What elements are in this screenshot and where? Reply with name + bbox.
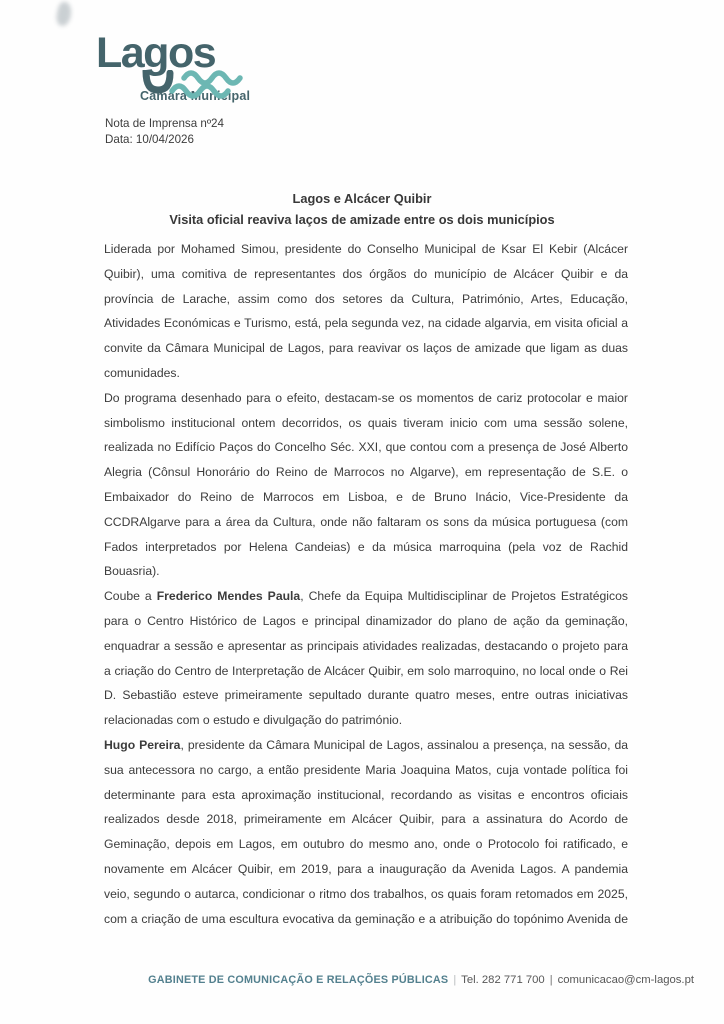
footer-separator-2: | xyxy=(549,974,553,986)
paragraph-text: Liderada por Mohamed Simou, presidente do Conselho Municipal de Ksar El Kebir (Alcácer Quibir), uma comitiva de representantes dos órgãos do município de Alcácer Quibir e da província de Larache, assim como dos setores da Cultura, Património, Artes, Educação, Atividades Económicas e Turismo, está, pela segunda vez, na cidade algarvia, em visita oficial a convite da Câmara Municipal de Lagos, para reavivar os laços de amizade que ligam as duas comunidades. xyxy=(104,242,628,380)
paragraph-text: , Chefe da Equipa Multidisciplinar de Projetos Estratégicos para o Centro Histórico de Lagos e principal dinamizador do plano de ação da geminação, enquadrar a sessão e apresentar as principais atividades realizadas, destacando o projeto para a criação do Centro de Interpretação de Alcácer Quibir, em solo marroquino, no local onde o Rei D. Sebastião esteve primeiramente sepultado durante quatro meses, entre outras iniciativas relacionadas com o estudo e divulgação do património. xyxy=(104,589,628,728)
page-footer xyxy=(0,970,694,988)
footer-phone: Tel. 282 771 700 xyxy=(461,974,545,986)
bold-name-text: Hugo Pereira xyxy=(104,737,181,752)
title-line-2: Visita oficial reaviva laços de amizade entre os dois municípios xyxy=(169,212,555,227)
bold-name-text: Frederico Mendes Paula xyxy=(156,589,301,604)
paragraph-text: Do programa desenhado para o efeito, destacam-se os momentos de cariz protocolar e maior simbolismo institucional ontem decorridos, os quais tiveram inicio com uma sessão solene, realizada no Edifício Paços do Concelho Séc. XXI, que contou com a presença de José Alberto Alegria (Cônsul Honorário do Reino de Marrocos no Algarve), em representação de S.E. o Embaixador do Reino de Marrocos em Lisboa, e de Bruno Inácio, Vice-Presidente da CCDRAlgarve para a área da Cultura, onde não faltaram os sons da música portuguesa (com Fados interpretados por Helena Candeias) e da música marroquina (pela voz de Rachid Bouasria). xyxy=(104,390,628,579)
body-paragraph xyxy=(104,584,628,733)
paragraph-text: Coube a xyxy=(104,589,157,604)
meta-block xyxy=(105,116,224,147)
logo xyxy=(96,29,266,103)
document-body xyxy=(104,237,628,931)
body-paragraph xyxy=(104,386,628,584)
logo-waves-icon xyxy=(112,70,244,100)
date-line: Data: 10/04/2026 xyxy=(105,132,194,146)
paragraph-text: , presidente da Câmara Municipal de Lagos, assinalou a presença, na sessão, da sua antecessora no cargo, a então presidente Maria Joaquina Matos, cuja vontade política foi determinante para esta aproximação institucional, recordando as visitas e encontros oficiais realizados desde 2018, primeiramente em Alcácer Quibir, para a assinatura do Acordo de Geminação, depois em Lagos, em outubro do mesmo ano, onde o Protocolo foi ratificado, e novamente em Alcácer Quibir, em 2019, para a inauguração da Avenida Lagos. A pandemia veio, segundo o autarca, condicionar o ritmo dos trabalhos, os quais foram retomados em 2025, com a criação de uma escultura evocativa da geminação e a atribuição do topónimo Avenida de xyxy=(104,737,629,926)
document-title xyxy=(0,188,724,230)
footer-email: comunicacao@cm-lagos.pt xyxy=(557,974,694,986)
logo-subtitle: Câmara Municipal xyxy=(140,89,251,103)
note-number: Nota de Imprensa nº24 xyxy=(105,117,224,130)
footer-department: GABINETE DE COMUNICAÇÃO E RELAÇÕES PÚBLICAS xyxy=(148,974,449,986)
title-line-1: Lagos e Alcácer Quibir xyxy=(292,191,432,206)
body-paragraph xyxy=(104,733,628,931)
scan-artifact xyxy=(55,1,74,27)
logo-brand-text: Lagos xyxy=(96,29,216,77)
footer-separator-1: | xyxy=(453,974,457,986)
body-paragraph xyxy=(104,237,628,386)
